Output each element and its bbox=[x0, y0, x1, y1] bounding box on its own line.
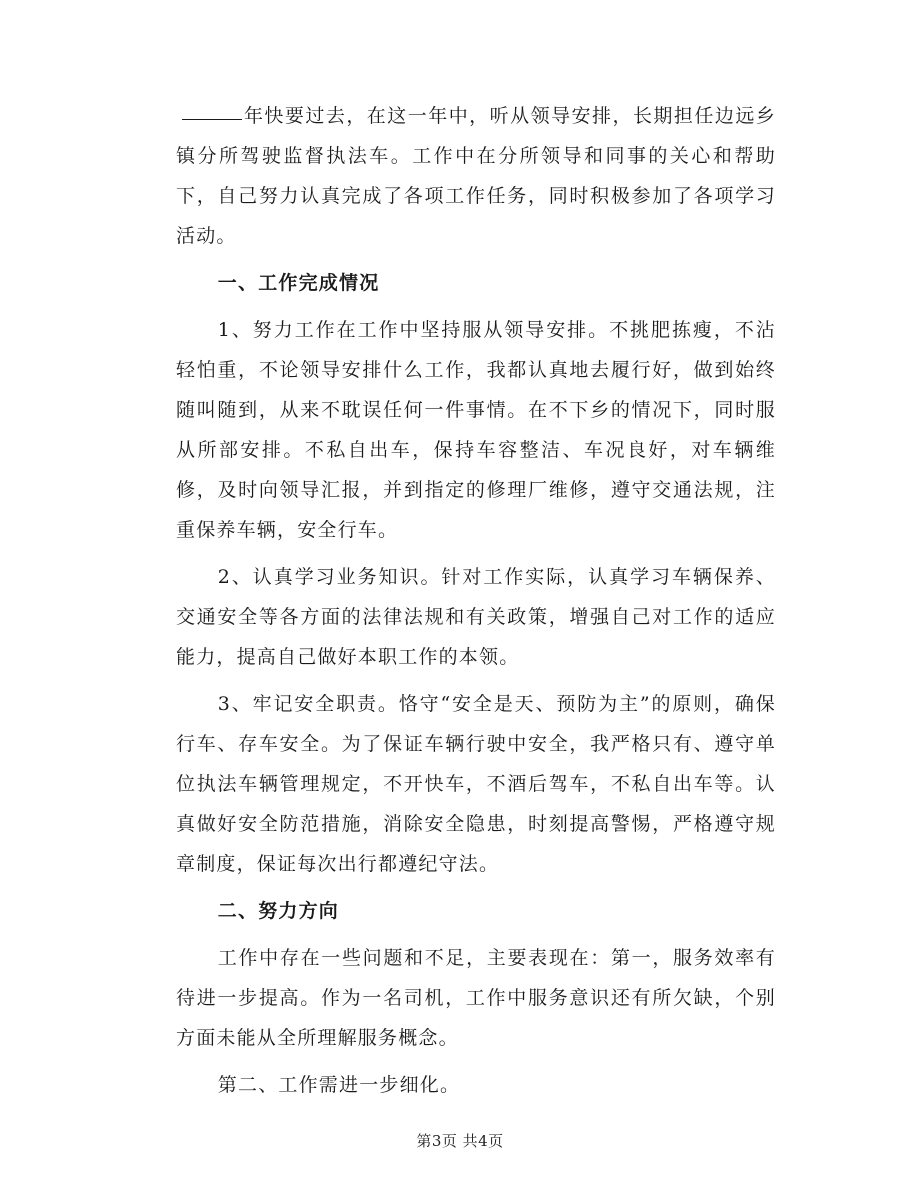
paragraph-item-3: 3、牢记安全职责。恪守“安全是天、预防为主”的原则，确保行车、存车安全。为了保证车辆行驶中安全，我严格只有、遵守单位执法车辆管理规定，不开快车，不酒后驾车，不私自出车等。认真做好安全防范措施，消除安全隐患，时刻提高警惕，严格遵守规章制度，保证每次出行都遵纪守法。 bbox=[176, 693, 776, 875]
intro-text: 年快要过去，在这一年中，听从领导安排，长期担任边远乡镇分所驾驶监督执法车。工作中在分所领导和同事的关心和帮助下，自己努力认真完成了各项工作任务，同时积极参加了各项学习活动。 bbox=[176, 105, 776, 247]
paragraph-second-point: 第二、工作需进一步细化。 bbox=[217, 1074, 461, 1096]
section-heading-effort-direction: 二、努力方向 bbox=[217, 900, 339, 922]
page-number-footer: 第3页 共4页 bbox=[416, 1132, 504, 1150]
paragraph-item-1: 1、努力工作在工作中坚持服从领导安排。不挑肥拣瘦，不沾轻怕重，不论领导安排什么工作，我都认真地去履行好，做到始终随叫随到，从来不耽误任何一件事情。在不下乡的情况下，同时服从所部安排。不私自出车，保持车容整洁、车况良好，对车辆维修，及时向领导汇报，并到指定的修理厂维修，遵守交通法规，注重保养车辆，安全行车。 bbox=[176, 319, 776, 541]
document-body bbox=[176, 96, 776, 1112]
year-blank bbox=[182, 118, 242, 120]
paragraph-item-2: 2、认真学习业务知识。针对工作实际，认真学习车辆保养、交通安全等各方面的法律法规和有关政策，增强自己对工作的适应能力，提高自己做好本职工作的本领。 bbox=[176, 566, 776, 668]
section-heading-work-completion: 一、工作完成情况 bbox=[217, 272, 380, 294]
intro-paragraph bbox=[176, 96, 776, 256]
paragraph-problems: 工作中存在一些问题和不足，主要表现在：第一，服务效率有待进一步提高。作为一名司机，工作中服务意识还有所欠缺，个别方面未能从全所理解服务概念。 bbox=[176, 947, 776, 1049]
